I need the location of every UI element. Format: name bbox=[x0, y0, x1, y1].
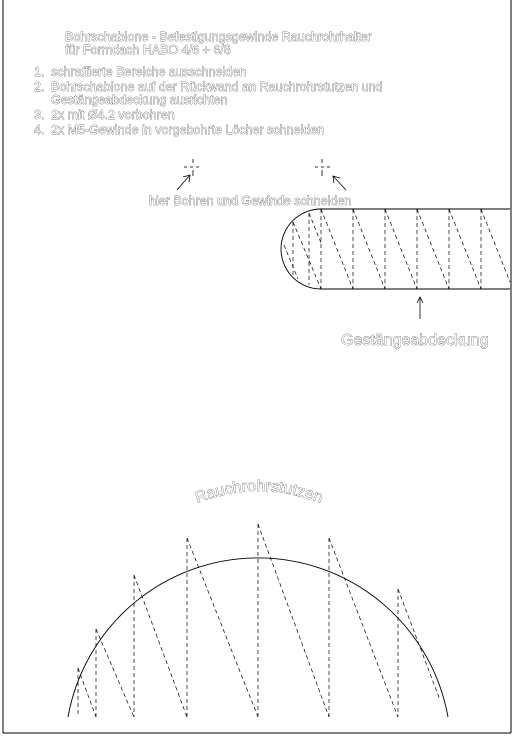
drill-hint-label: hier Bohren und Gewinde schneiden bbox=[149, 194, 352, 208]
step-text-3: 2x mit Ø4.2 vorbohren bbox=[51, 108, 175, 122]
step-text-1: schraffierte Bereiche ausschneiden bbox=[51, 65, 247, 79]
step-text-2a: Bohrschablone auf der Rückwand an Rauchrohrstutzen und bbox=[51, 80, 383, 94]
drill-crosshair-right bbox=[315, 159, 330, 176]
step-number-4: 4. bbox=[34, 123, 45, 137]
title-line-2: für Formdach HABO 4/6 + 6/8 bbox=[65, 43, 231, 57]
flue-socket-cutout bbox=[68, 524, 448, 717]
instruction-list bbox=[34, 65, 383, 137]
step-text-2b: Gestängeabdeckung ausrichten bbox=[51, 93, 228, 107]
step-number-1: 1. bbox=[34, 65, 45, 79]
drill-arrow-right bbox=[333, 176, 346, 190]
rod-cover-label: Gestängeabdeckung bbox=[341, 332, 489, 349]
rod-cover-cutout bbox=[281, 209, 510, 289]
title-block bbox=[65, 30, 371, 57]
rod-cover-arrow bbox=[417, 297, 423, 319]
drill-arrow-left bbox=[177, 175, 190, 190]
drill-crosshair-left bbox=[184, 159, 199, 176]
title-line-1: Bohrschablone - Befestigungsgewinde Rauchrohrhalter bbox=[65, 30, 372, 44]
step-number-3: 3. bbox=[34, 108, 45, 122]
flue-socket-label: Rauchrohrstutzen bbox=[192, 477, 326, 507]
step-text-4: 2x M5-Gewinde in vorgebohrte Löcher schneiden bbox=[51, 123, 325, 137]
step-number-2: 2. bbox=[34, 80, 45, 94]
